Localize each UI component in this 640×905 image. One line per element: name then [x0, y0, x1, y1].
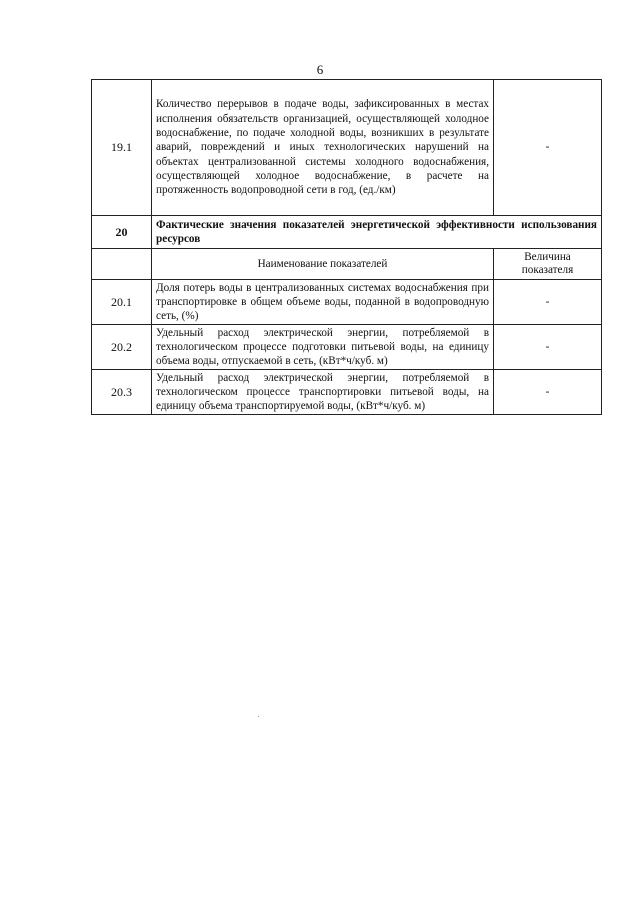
table-row-20-2: [92, 325, 602, 370]
table-row-20-3: [92, 370, 602, 415]
indicator-text: Удельный расход электрической энергии, потребляемой в технологическом процессе транспортировки питьевой воды, на единицу объема транспортируемой воды, (кВт*ч/куб. м): [152, 370, 494, 415]
header-name: Наименование показателей: [152, 249, 494, 280]
indicator-text: Доля потерь воды в централизованных системах водоснабжения при транспортировке в общем объеме воды, поданной в водопроводную сеть, (%): [152, 280, 494, 325]
scan-speck: [258, 716, 259, 717]
table-header-row: [92, 249, 602, 280]
header-value: Величина показателя: [494, 249, 602, 280]
row-number: 19.1: [92, 80, 152, 216]
page-number: 6: [316, 62, 324, 77]
section-title: Фактические значения показателей энергетической эффективности использования ресурсов: [152, 216, 602, 249]
table-row-20-1: [92, 280, 602, 325]
section-row-20: [92, 216, 602, 249]
row-number: 20.3: [92, 370, 152, 415]
row-number: 20.1: [92, 280, 152, 325]
section-number: 20: [92, 216, 152, 249]
indicator-text: Количество перерывов в подаче воды, зафиксированных в местах исполнения обязательств организацией, осуществляющей холодное водоснабжение, по подаче холодной воды, возникших в результате аварий, повреждений и иных технологических нарушений на объектах централизованной системы холодного водоснабжения, осуществляющей холодное водоснабжение, в расчете на протяженность водопроводной сети в год, (ед./км): [152, 80, 494, 216]
indicator-value: -: [494, 80, 602, 216]
header-empty-cell: [92, 249, 152, 280]
indicators-table: [91, 79, 602, 415]
indicator-value: -: [494, 325, 602, 370]
indicator-value: -: [494, 370, 602, 415]
indicator-text: Удельный расход электрической энергии, потребляемой в технологическом процессе подготовки питьевой воды, на единицу объема воды, отпускаемой в сеть, (кВт*ч/куб. м): [152, 325, 494, 370]
table-row-19-1: [92, 80, 602, 216]
row-number: 20.2: [92, 325, 152, 370]
indicator-value: -: [494, 280, 602, 325]
